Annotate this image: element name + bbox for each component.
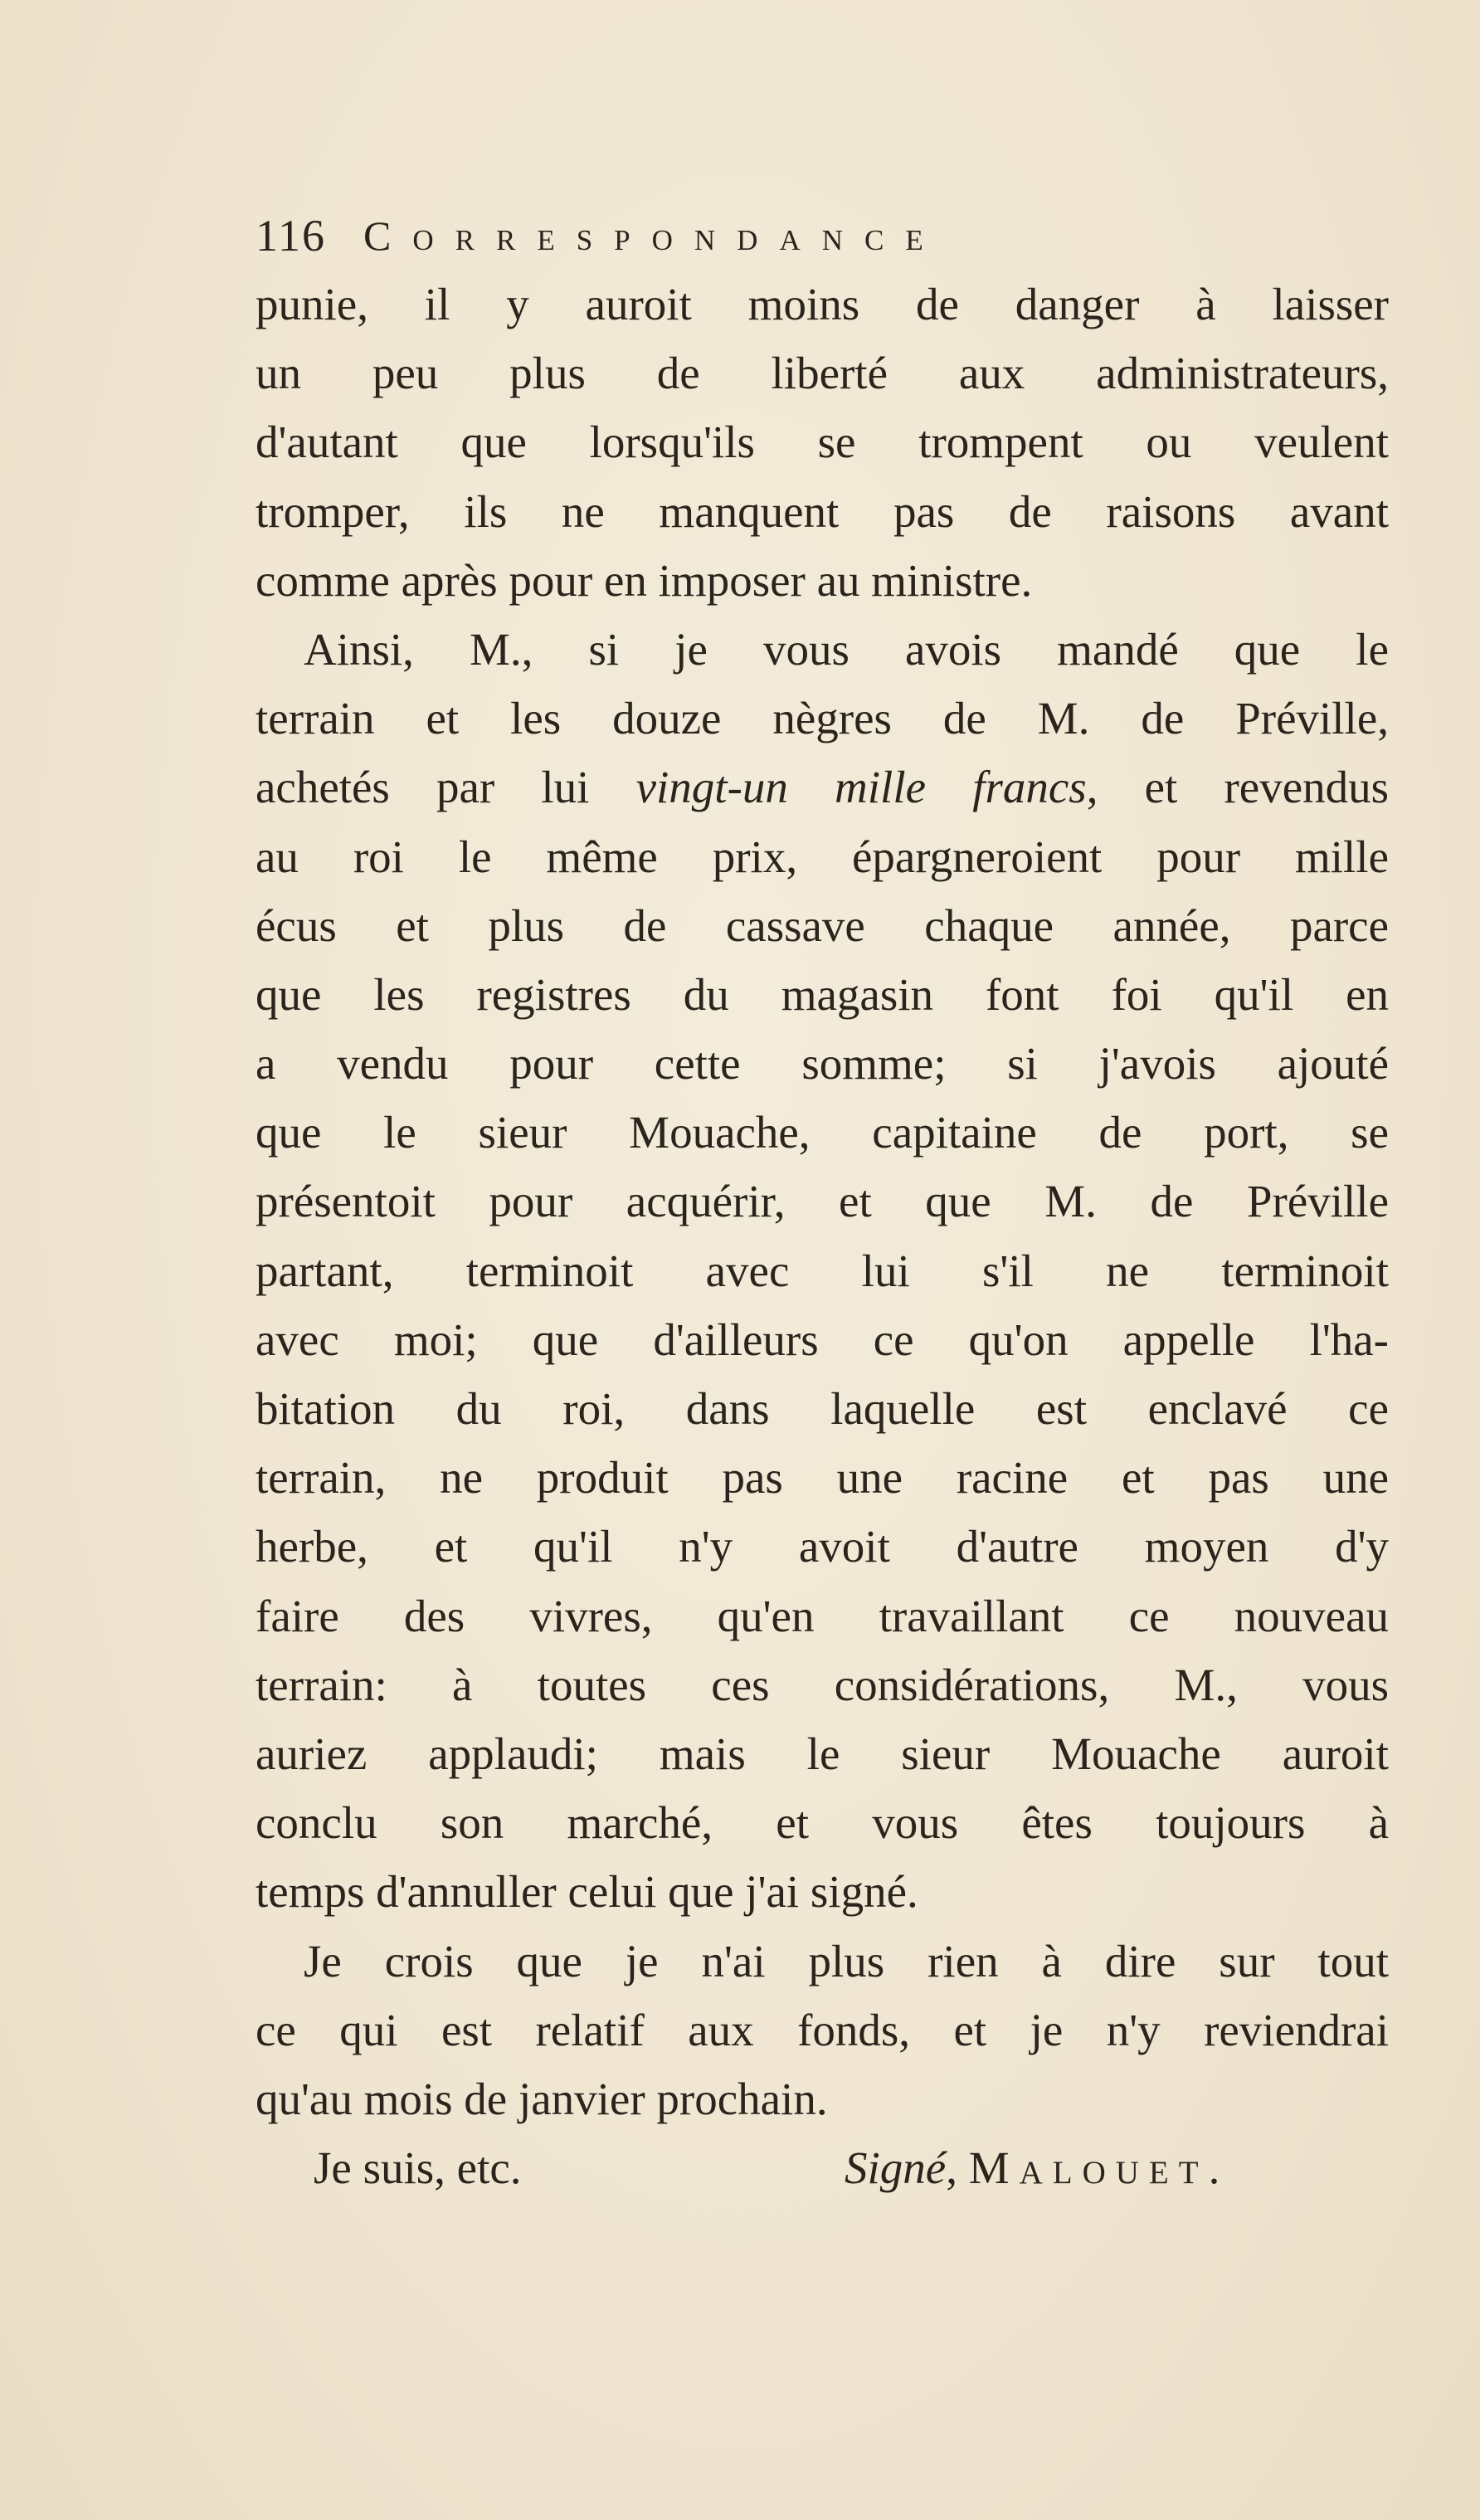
text-line-17: bitation du roi, dans laquelle est enclavé ce <box>256 1383 1389 1434</box>
page-number: 116 <box>256 211 326 261</box>
text-line-22: auriez applaudi; mais le sieur Mouache auroit <box>256 1728 1389 1779</box>
author-name: Malouet. <box>968 2142 1230 2194</box>
salutation: Je suis, etc. <box>314 2142 522 2194</box>
text-line-16: avec moi; que d'ailleurs ce qu'on appelle l'ha- <box>256 1314 1389 1365</box>
text-line-21: terrain: à toutes ces considérations, M., vous <box>256 1659 1389 1710</box>
closing-line <box>256 2133 1389 2202</box>
text-line-25: Je crois que je n'ai plus rien à dire sur tout <box>304 1935 1389 1986</box>
text-line-9: au roi le même prix, épargneroient pour mille <box>256 831 1389 882</box>
text-line-19: herbe, et qu'il n'y avoit d'autre moyen d'y <box>256 1521 1389 1572</box>
text-line-14: présentoit pour acquérir, et que M. de Préville <box>256 1176 1389 1227</box>
text-line-6: Ainsi, M., si je vous avois mandé que le <box>304 623 1389 675</box>
text-line-12: a vendu pour cette somme; si j'avois ajouté <box>256 1038 1389 1089</box>
text-line-15: partant, terminoit avec lui s'il ne terminoit <box>256 1245 1389 1296</box>
text-line-10: écus et plus de cassave chaque année, parce <box>256 899 1389 951</box>
text-line-13: que le sieur Mouache, capitaine de port, se <box>256 1107 1389 1158</box>
text-line-20: faire des vivres, qu'en travaillant ce nouveau <box>256 1590 1389 1641</box>
signature <box>845 2133 1229 2202</box>
text-line-11: que les registres du magasin font foi qu'il en <box>256 968 1389 1020</box>
text-line-23: conclu son marché, et vous êtes toujours à <box>256 1797 1389 1849</box>
text-line-8-start: achetés par lui <box>256 762 636 813</box>
page-header <box>256 202 1389 270</box>
text-line-27: qu'au mois de janvier prochain. <box>256 2073 828 2124</box>
running-title: Correspondance <box>363 212 945 259</box>
text-line-18: terrain, ne produit pas une racine et pas une <box>256 1452 1389 1504</box>
text-line-5: comme après pour en imposer au ministre. <box>256 554 1033 606</box>
text-line-8 <box>256 753 1389 821</box>
text-line-4: tromper, ils ne manquent pas de raisons avant <box>256 485 1389 537</box>
text-line-1: punie, il y auroit moins de danger à laisser <box>256 279 1389 329</box>
text-line-3: d'autant que lorsqu'ils se trompent ou veulent <box>256 417 1389 468</box>
text-line-2: un peu plus de liberté aux administrateurs, <box>256 348 1389 399</box>
italic-phrase: vingt-un mille francs <box>635 762 1087 813</box>
signed-label: Signé <box>845 2142 947 2194</box>
text-line-8-tail: , et revendus <box>1086 762 1390 813</box>
text-line-24: temps d'annuller celui que j'ai signé. <box>256 1866 918 1918</box>
text-block <box>256 202 1389 2202</box>
text-line-7: terrain et les douze nègres de M. de Préville, <box>256 693 1389 744</box>
signature-separator: , <box>946 2142 969 2194</box>
text-line-26: ce qui est relatif aux fonds, et je n'y reviendrai <box>256 2004 1389 2055</box>
